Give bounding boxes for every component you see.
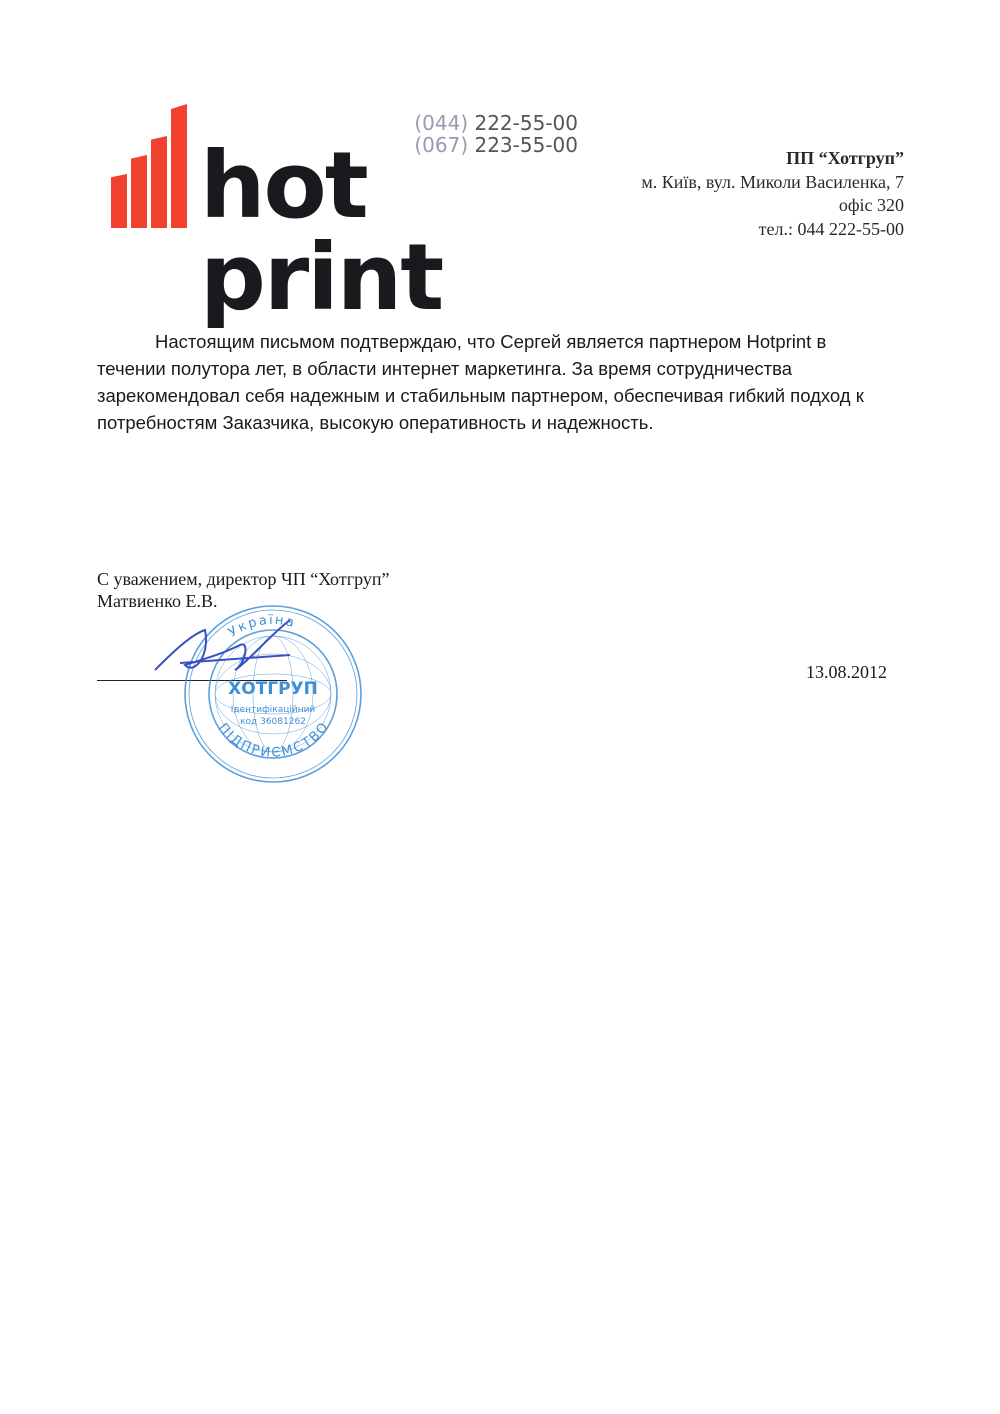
company-name: ПП “Хотгруп” (786, 148, 904, 168)
bar-chart-logo-icon (108, 104, 190, 228)
letter-paragraph: Настоящим письмом подтверждаю, что Сергей является партнером Hotprint в течении полутора лет, в области интернет маркетинга. За время сотрудничества зарекомендовал себя надежным и стабильным партнером, обеспечивая гибкий подход к потребностям Заказчика, высокую оперативность и надежность. (97, 331, 864, 433)
phone-code: (067) (414, 133, 469, 157)
phone-code: (044) (414, 111, 469, 135)
svg-text:ХОТГРУП: ХОТГРУП (228, 679, 318, 699)
signature-scribble (150, 612, 300, 685)
hot-print-logo (108, 104, 588, 331)
svg-text:ПІДПРИЄМСТВО: ПІДПРИЄМСТВО (214, 718, 333, 761)
company-address: м. Київ, вул. Миколи Василенка, 7 (641, 171, 904, 192)
company-info (641, 147, 904, 241)
company-office: офіс 320 (838, 195, 904, 215)
svg-text:код 36081262: код 36081262 (240, 717, 306, 727)
logo-wordmark: hot print (200, 132, 443, 331)
closing-regards: С уважением, директор ЧП “Хотгруп” (97, 569, 390, 589)
company-phone: тел.: 044 222-55-00 (758, 218, 904, 239)
svg-text:Ідентифікаційний: Ідентифікаційний (230, 705, 316, 715)
svg-text:Україна: Україна (225, 612, 298, 641)
letter-date: 13.08.2012 (806, 662, 887, 682)
letter-body (97, 328, 887, 436)
phone-number: 223-55-00 (474, 133, 578, 157)
phone-number: 222-55-00 (474, 111, 578, 135)
signer-name: Матвиенко Е.В. (97, 591, 218, 611)
